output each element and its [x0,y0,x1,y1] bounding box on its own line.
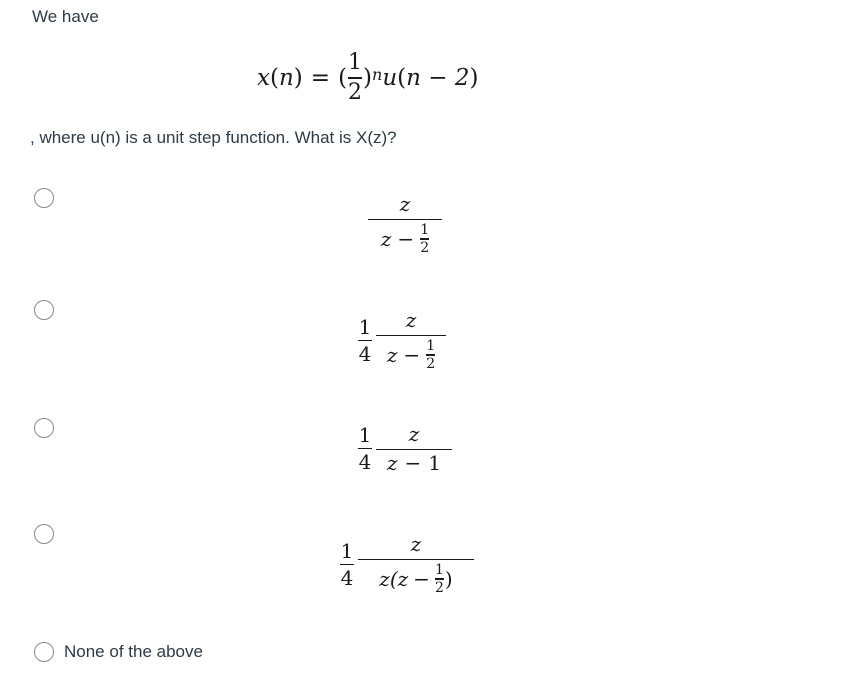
option-2-den-frac-den: 2 [426,355,436,372]
option-5-label: None of the above [64,642,203,661]
answer-option-4[interactable] [34,524,554,624]
option-2-coef-num: 1 [358,314,372,339]
option-3-den-var: z [386,451,398,476]
option-3-numerator: z [408,422,420,446]
option-1-denominator [381,223,429,254]
question-intro: We have [32,7,99,26]
option-1-main-fraction [368,194,442,255]
equation-lhs-open: ( [269,65,279,91]
option-3-coef-num: 1 [358,423,372,447]
option-3-coef-den: 4 [358,450,372,475]
option-4-den-op: − [413,566,430,591]
option-4-den-var: z [379,566,390,591]
radio-option-3[interactable] [34,418,54,438]
option-4-den-fraction [435,563,444,594]
option-4-formula [340,534,474,595]
answer-option-1[interactable] [34,188,554,278]
equation-frac-den: 2 [348,79,363,105]
equation-lhs-var: x [257,65,270,91]
option-1-den-var: z [380,226,392,251]
option-3-coefficient [358,423,372,475]
option-1-den-frac-den: 2 [420,239,430,256]
option-2-den-frac-num: 1 [426,338,436,355]
radio-option-4[interactable] [34,524,54,544]
option-4-numerator: z [410,532,422,556]
option-4-den-frac-num: 1 [434,562,444,579]
radio-option-5[interactable] [34,642,54,662]
option-3-den-op: − [404,451,422,476]
option-4-coefficient [340,538,354,590]
answer-option-5[interactable] [34,642,334,666]
option-1-formula [368,194,442,255]
option-2-main-fraction [376,310,446,371]
option-1-numerator: z [399,192,411,216]
option-2-formula [358,310,446,371]
option-3-main-fraction [376,422,452,476]
option-4-coef-den: 4 [340,565,354,590]
radio-option-1[interactable] [34,188,54,208]
option-2-coefficient [358,314,372,366]
option-4-den-frac-den: 2 [434,579,444,596]
equation-equals: = [310,65,331,91]
option-4-coef-num: 1 [340,538,354,563]
equation-step-open: ( [397,65,407,91]
option-2-den-fraction [426,339,435,370]
equation-exponent: n [372,64,383,84]
equation-step-arg: n − 2 [406,65,470,91]
option-1-den-fraction [420,223,429,254]
equation-step-fn: u [382,65,398,91]
equation-step-close: ) [469,65,479,91]
option-4-main-fraction [358,534,474,595]
question-prompt: , where u(n) is a unit step function. What is X(z)? [30,128,397,147]
option-2-numerator: z [405,308,417,332]
option-2-den-var: z [386,342,398,367]
equation-lhs-arg: n [278,65,294,91]
option-1-den-op: − [397,226,415,251]
equation-lhs-close: ) [293,65,303,91]
equation-open-paren: ( [338,65,348,91]
equation-close-paren: ) [363,65,373,91]
option-3-denominator [386,451,442,476]
option-4-denominator [379,563,452,594]
equation-half-fraction [348,52,362,103]
option-3-formula [358,422,452,476]
radio-option-2[interactable] [34,300,54,320]
option-4-den-close: ) [444,566,453,591]
option-2-denominator [387,339,435,370]
answer-option-3[interactable] [34,418,554,508]
option-2-coef-den: 4 [358,341,372,366]
option-2-den-op: − [403,342,421,367]
option-1-den-frac-num: 1 [420,222,430,239]
signal-equation [257,46,478,110]
equation-frac-num: 1 [348,50,363,76]
answer-option-2[interactable] [34,300,554,400]
option-3-den-const: 1 [428,451,442,476]
option-4-den-open: (z [389,566,409,591]
